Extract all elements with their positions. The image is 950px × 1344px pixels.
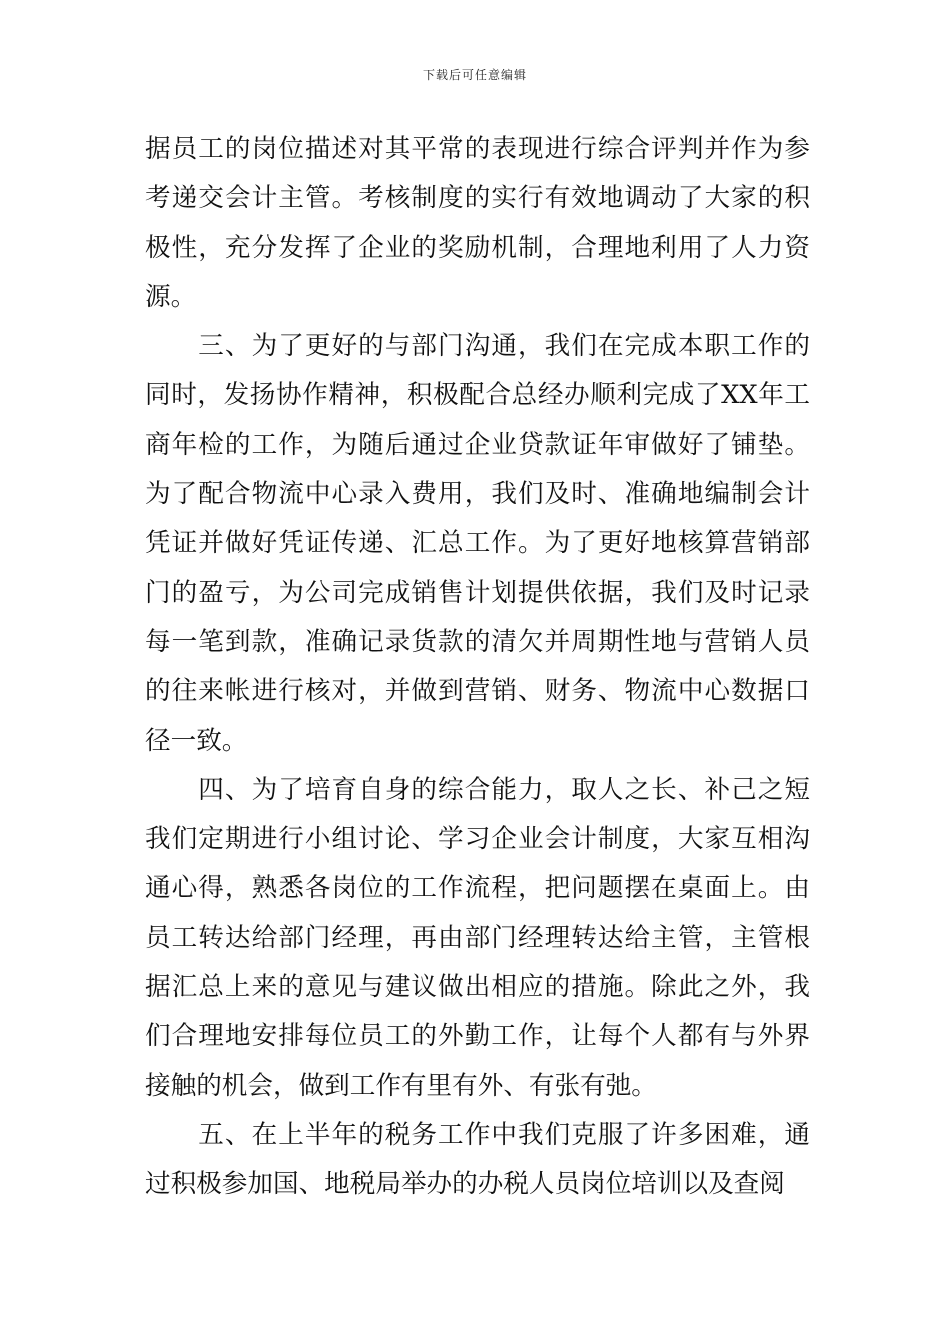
document-body — [145, 125, 810, 1210]
paragraph-1: 据员工的岗位描述对其平常的表现进行综合评判并作为参考递交会计主管。考核制度的实行有效地调动了大家的积极性，充分发挥了企业的奖励机制，合理地利用了人力资源。 — [145, 134, 810, 312]
page-header: 下载后可任意编辑 — [422, 68, 527, 82]
paragraph-3: 四、为了培育自身的综合能力，取人之长、补己之短我们定期进行小组讨论、学习企业会计制度，大家互相沟通心得，熟悉各岗位的工作流程，把问题摆在桌面上。由员工转达给部门经理，再由部门经理转达给主管，主管根据汇总上来的意见与建议做出相应的措施。除此之外，我们合理地安排每位员工的外勤工作，让每个人都有与外界接触的机会，做到工作有里有外、有张有弛。 — [145, 774, 810, 1101]
paragraph-2: 三、为了更好的与部门沟通，我们在完成本职工作的同时，发扬协作精神，积极配合总经办顺利完成了XX年工商年检的工作，为随后通过企业贷款证年审做好了铺垫。为了配合物流中心录入费用，我们及时、准确地编制会计凭证并做好凭证传递、汇总工作。为了更好地核算营销部门的盈亏，为公司完成销售计划提供依据，我们及时记录每一笔到款，准确记录货款的清欠并周期性地与营销人员的往来帐进行核对，并做到营销、财务、物流中心数据口径一致。 — [145, 331, 810, 756]
paragraph-4: 五、在上半年的税务工作中我们克服了许多困难，通过积极参加国、地税局举办的办税人员岗位培训以及查阅 — [145, 1119, 810, 1200]
